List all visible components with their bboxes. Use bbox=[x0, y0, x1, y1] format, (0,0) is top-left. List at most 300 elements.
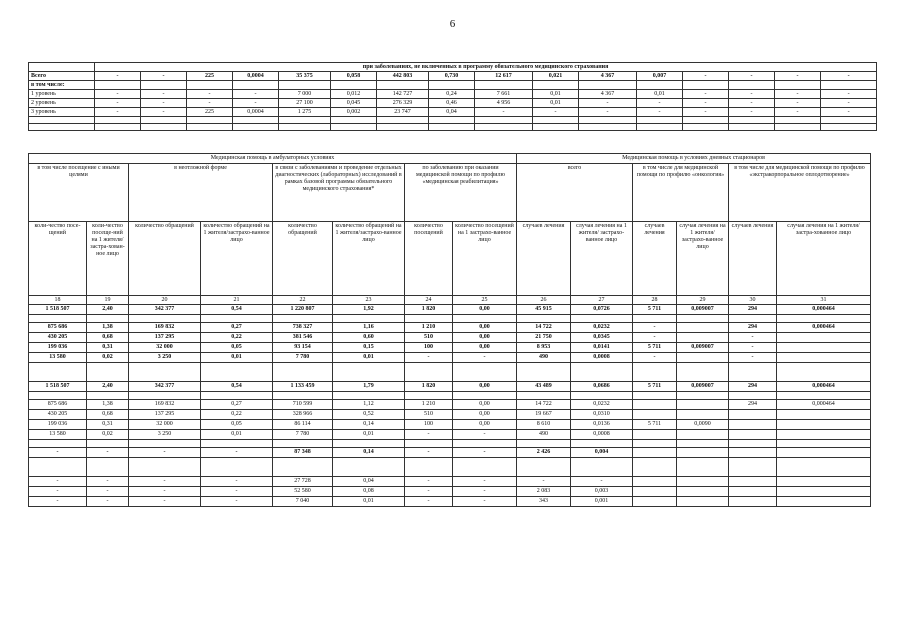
top-table-empty-cell bbox=[233, 117, 279, 124]
top-table-cell: 0,0004 bbox=[233, 108, 279, 117]
empty-cell bbox=[405, 363, 453, 382]
top-table-cell: - bbox=[729, 99, 775, 108]
table-cell: 5 711 bbox=[633, 382, 677, 392]
table-cell: - bbox=[405, 477, 453, 487]
top-table-empty-cell bbox=[187, 124, 233, 131]
ambulatory-care-header: Медицинская помощь в амбулаторных условиях bbox=[29, 154, 517, 164]
table-cell: 0,004 bbox=[571, 448, 633, 458]
top-table-cell: 0,01 bbox=[533, 99, 579, 108]
table-cell bbox=[633, 477, 677, 487]
table-cell: 1 210 bbox=[405, 323, 453, 333]
table-cell: 430 205 bbox=[29, 410, 87, 420]
table-cell: 86 114 bbox=[273, 420, 333, 430]
header-ivf: в том числе для медицинской помощи по профилю «экстракорпоральное оплодотворение» bbox=[729, 164, 871, 222]
table-cell: 0,54 bbox=[201, 305, 273, 315]
table-cell: 0,01 bbox=[333, 353, 405, 363]
top-table-cell: - bbox=[141, 108, 187, 117]
top-table-cell: - bbox=[95, 72, 141, 81]
empty-cell bbox=[201, 315, 273, 323]
table-cell: 0,000464 bbox=[777, 382, 871, 392]
top-table-empty-cell bbox=[729, 124, 775, 131]
header-urgent-form: в неотложной форме bbox=[129, 164, 273, 222]
table-cell: 0,31 bbox=[87, 343, 129, 353]
table-cell: 0,68 bbox=[87, 333, 129, 343]
table-cell: 0,00 bbox=[453, 305, 517, 315]
empty-cell bbox=[453, 392, 517, 400]
empty-cell bbox=[453, 458, 517, 477]
table-cell: 2,40 bbox=[87, 382, 129, 392]
table-cell: 5 711 bbox=[633, 343, 677, 353]
table-cell: 0,0136 bbox=[571, 420, 633, 430]
table-cell: - bbox=[29, 487, 87, 497]
table-cell: 169 832 bbox=[129, 400, 201, 410]
table-cell: 32 000 bbox=[129, 420, 201, 430]
table-cell: 0,01 bbox=[333, 497, 405, 507]
empty-cell bbox=[571, 363, 633, 382]
table-cell bbox=[729, 497, 777, 507]
empty-cell bbox=[677, 315, 729, 323]
top-table-cell: 4 367 bbox=[579, 72, 637, 81]
table-cell: 0,52 bbox=[333, 410, 405, 420]
table-cell: - bbox=[453, 430, 517, 440]
table-cell: 0,0008 bbox=[571, 353, 633, 363]
header-oncology: в том числе для медицинской помощи по профилю «онкология» bbox=[633, 164, 729, 222]
column-number: 23 bbox=[333, 296, 405, 305]
empty-cell bbox=[405, 315, 453, 323]
empty-cell bbox=[677, 440, 729, 448]
top-table-cell: 0,04 bbox=[429, 108, 475, 117]
table-cell: 137 295 bbox=[129, 410, 201, 420]
table-row bbox=[29, 497, 871, 507]
top-table-empty-cell bbox=[821, 124, 877, 131]
table-cell bbox=[677, 410, 729, 420]
table-cell: 7 040 bbox=[273, 497, 333, 507]
table-cell bbox=[633, 487, 677, 497]
top-table-row bbox=[29, 81, 877, 90]
table-cell: - bbox=[517, 477, 571, 487]
table-cell: 45 915 bbox=[517, 305, 571, 315]
table-cell: - bbox=[633, 353, 677, 363]
table-cell: 0,0141 bbox=[571, 343, 633, 353]
table-cell bbox=[633, 400, 677, 410]
top-table-cell: - bbox=[729, 108, 775, 117]
top-table-empty-cell bbox=[475, 117, 533, 124]
table-cell: 1,38 bbox=[87, 323, 129, 333]
empty-cell bbox=[129, 392, 201, 400]
top-table-cell: 442 803 bbox=[377, 72, 429, 81]
table-cell: 0,00 bbox=[453, 323, 517, 333]
top-table-title: при заболеваниях, не включенных в программу обязательного медицинского страхования bbox=[95, 63, 877, 72]
top-table-empty-cell bbox=[29, 117, 95, 124]
table-cell: - bbox=[201, 497, 273, 507]
empty-cell bbox=[29, 363, 87, 382]
table-cell bbox=[777, 410, 871, 420]
table-cell: 343 bbox=[517, 497, 571, 507]
table-cell: 710 599 bbox=[273, 400, 333, 410]
table-cell: - bbox=[453, 448, 517, 458]
top-table-cell bbox=[429, 81, 475, 90]
top-table-cell: 7 000 bbox=[279, 90, 331, 99]
empty-cell bbox=[777, 440, 871, 448]
empty-cell bbox=[29, 315, 87, 323]
empty-cell bbox=[571, 315, 633, 323]
top-table-cell: - bbox=[95, 108, 141, 117]
table-cell: - bbox=[453, 353, 517, 363]
table-cell: - bbox=[129, 487, 201, 497]
table-cell: - bbox=[29, 497, 87, 507]
table-cell: 14 722 bbox=[517, 323, 571, 333]
table-cell: 0,02 bbox=[87, 353, 129, 363]
table-row bbox=[29, 323, 871, 333]
table-cell: 32 000 bbox=[129, 343, 201, 353]
empty-cell bbox=[453, 440, 517, 448]
empty-cell bbox=[333, 363, 405, 382]
table-cell bbox=[677, 487, 729, 497]
top-table-cell: 0,012 bbox=[331, 90, 377, 99]
top-table-cell: 0,058 bbox=[331, 72, 377, 81]
column-number: 29 bbox=[677, 296, 729, 305]
table-cell: 328 966 bbox=[273, 410, 333, 420]
top-table-cell: 0,730 bbox=[429, 72, 475, 81]
empty-cell bbox=[333, 440, 405, 448]
empty-cell bbox=[571, 440, 633, 448]
column-number: 20 bbox=[129, 296, 201, 305]
top-table-cell: - bbox=[95, 90, 141, 99]
table-cell: 2,40 bbox=[87, 305, 129, 315]
top-table-empty-cell bbox=[141, 124, 187, 131]
top-table-empty-cell bbox=[475, 124, 533, 131]
table-cell: 0,31 bbox=[87, 420, 129, 430]
top-table-row-label: 1 уровень bbox=[29, 90, 95, 99]
empty-cell bbox=[777, 392, 871, 400]
table-row bbox=[29, 305, 871, 315]
empty-cell bbox=[571, 392, 633, 400]
top-table-cell: - bbox=[233, 99, 279, 108]
top-table-empty-cell bbox=[29, 124, 95, 131]
table-cell bbox=[777, 343, 871, 353]
column-number: 31 bbox=[777, 296, 871, 305]
table-cell: - bbox=[729, 333, 777, 343]
column-header: случая лечения на 1 жителя/ застрахо-ванное лицо bbox=[571, 222, 633, 296]
table-cell bbox=[729, 430, 777, 440]
table-cell: 0,000464 bbox=[777, 400, 871, 410]
empty-cell bbox=[333, 315, 405, 323]
top-table-cell: 0,045 bbox=[331, 99, 377, 108]
top-table-cell: - bbox=[683, 72, 729, 81]
table-cell: 0,01 bbox=[201, 353, 273, 363]
table-cell: 0,00 bbox=[453, 333, 517, 343]
column-header: коли-чество посеще-ний на 1 жителя/застра-хован-ное лицо bbox=[87, 222, 129, 296]
table-cell bbox=[633, 410, 677, 420]
top-table-cell: - bbox=[821, 90, 877, 99]
table-cell: 43 489 bbox=[517, 382, 571, 392]
table-cell: 137 295 bbox=[129, 333, 201, 343]
empty-cell bbox=[29, 458, 87, 477]
empty-cell bbox=[517, 363, 571, 382]
table-cell bbox=[777, 497, 871, 507]
table-cell: 0,0232 bbox=[571, 323, 633, 333]
table-cell: 2 083 bbox=[517, 487, 571, 497]
column-number: 21 bbox=[201, 296, 273, 305]
column-header: количество обращений на 1 жителя/застрахо-ванное лицо bbox=[201, 222, 273, 296]
column-number: 26 bbox=[517, 296, 571, 305]
top-table-row bbox=[29, 72, 877, 81]
table-cell: 1,92 bbox=[333, 305, 405, 315]
top-table-empty-cell bbox=[377, 124, 429, 131]
table-cell: 0,22 bbox=[201, 410, 273, 420]
empty-cell bbox=[129, 440, 201, 448]
empty-cell bbox=[201, 363, 273, 382]
table-cell bbox=[729, 448, 777, 458]
empty-cell bbox=[729, 392, 777, 400]
table-cell bbox=[633, 430, 677, 440]
empty-cell bbox=[405, 392, 453, 400]
column-header: случая лечения на 1 жителя/застра-хованное лицо bbox=[777, 222, 871, 296]
table-cell: 342 377 bbox=[129, 305, 201, 315]
table-cell: - bbox=[633, 323, 677, 333]
empty-cell bbox=[729, 315, 777, 323]
empty-cell bbox=[453, 315, 517, 323]
column-number: 19 bbox=[87, 296, 129, 305]
table-cell: - bbox=[129, 497, 201, 507]
table-cell: 3 250 bbox=[129, 353, 201, 363]
top-table-cell: - bbox=[683, 99, 729, 108]
empty-cell bbox=[405, 458, 453, 477]
table-row bbox=[29, 410, 871, 420]
top-table-row bbox=[29, 108, 877, 117]
table-cell bbox=[777, 448, 871, 458]
table-cell: 0,00 bbox=[453, 420, 517, 430]
table-cell: 0,0686 bbox=[571, 382, 633, 392]
table-cell: - bbox=[405, 430, 453, 440]
top-table-empty-cell bbox=[579, 117, 637, 124]
table-cell: 1 820 bbox=[405, 382, 453, 392]
table-cell: 0,22 bbox=[201, 333, 273, 343]
empty-cell bbox=[729, 458, 777, 477]
empty-cell bbox=[273, 363, 333, 382]
top-table-cell: 12 617 bbox=[475, 72, 533, 81]
top-table-cell: - bbox=[233, 90, 279, 99]
top-table-cell: - bbox=[729, 90, 775, 99]
day-hospital-care-header: Медицинская помощь в условиях дневных стационаров bbox=[517, 154, 871, 164]
empty-cell bbox=[87, 363, 129, 382]
empty-cell bbox=[129, 363, 201, 382]
top-table-empty-cell bbox=[279, 124, 331, 131]
top-table-corner bbox=[29, 63, 95, 72]
top-table-row bbox=[29, 90, 877, 99]
table-row bbox=[29, 353, 871, 363]
top-table-row bbox=[29, 99, 877, 108]
top-table-cell: 0,46 bbox=[429, 99, 475, 108]
empty-cell bbox=[633, 363, 677, 382]
table-cell: 0,04 bbox=[333, 477, 405, 487]
top-table-empty-cell bbox=[533, 117, 579, 124]
empty-cell bbox=[201, 392, 273, 400]
top-table-cell bbox=[187, 81, 233, 90]
table-cell: 199 036 bbox=[29, 343, 87, 353]
table-cell: 7 780 bbox=[273, 353, 333, 363]
table-cell bbox=[677, 323, 729, 333]
table-cell: 5 711 bbox=[633, 420, 677, 430]
table-cell: 0,01 bbox=[201, 430, 273, 440]
top-table-empty-cell bbox=[95, 124, 141, 131]
top-table-cell: - bbox=[775, 72, 821, 81]
column-number: 28 bbox=[633, 296, 677, 305]
excluded-diseases-table bbox=[28, 62, 877, 131]
empty-cell bbox=[87, 315, 129, 323]
column-header: количество обращений bbox=[129, 222, 201, 296]
table-row bbox=[29, 400, 871, 410]
table-cell: - bbox=[405, 353, 453, 363]
empty-cell bbox=[129, 458, 201, 477]
top-table-cell: 1 275 bbox=[279, 108, 331, 117]
table-cell: 0,27 bbox=[201, 323, 273, 333]
top-table-empty-cell bbox=[579, 124, 637, 131]
table-cell: 510 bbox=[405, 333, 453, 343]
top-table-cell: 142 727 bbox=[377, 90, 429, 99]
table-cell: 0,54 bbox=[201, 382, 273, 392]
top-table-cell: - bbox=[729, 72, 775, 81]
empty-cell bbox=[273, 315, 333, 323]
top-table-cell: 276 329 bbox=[377, 99, 429, 108]
table-cell bbox=[729, 410, 777, 420]
top-table-cell: - bbox=[533, 108, 579, 117]
column-number: 25 bbox=[453, 296, 517, 305]
top-table-empty-cell bbox=[331, 117, 377, 124]
top-table-cell bbox=[141, 81, 187, 90]
column-header: количество обращений на 1 жителя/застрахо-ванное лицо bbox=[333, 222, 405, 296]
table-cell bbox=[677, 430, 729, 440]
table-cell: 0,000464 bbox=[777, 305, 871, 315]
table-cell: 0,0726 bbox=[571, 305, 633, 315]
top-table-empty-cell bbox=[377, 117, 429, 124]
table-cell bbox=[777, 487, 871, 497]
top-table-cell bbox=[377, 81, 429, 90]
top-table-cell: - bbox=[821, 99, 877, 108]
top-table-cell bbox=[233, 81, 279, 90]
top-table-cell: - bbox=[475, 108, 533, 117]
medical-care-volume-table bbox=[28, 153, 871, 507]
table-cell: - bbox=[405, 448, 453, 458]
table-row bbox=[29, 343, 871, 353]
header-other-purpose-visits: в том числе посещение с иными целями bbox=[29, 164, 129, 222]
empty-cell bbox=[87, 458, 129, 477]
table-cell: 5 711 bbox=[633, 305, 677, 315]
empty-cell bbox=[777, 315, 871, 323]
top-table-cell bbox=[331, 81, 377, 90]
table-cell: 19 667 bbox=[517, 410, 571, 420]
table-cell: 100 bbox=[405, 343, 453, 353]
table-cell: 27 728 bbox=[273, 477, 333, 487]
empty-cell bbox=[633, 440, 677, 448]
top-table-empty-cell bbox=[683, 124, 729, 131]
top-table-empty-cell bbox=[331, 124, 377, 131]
table-row bbox=[29, 382, 871, 392]
top-table-cell bbox=[475, 81, 533, 90]
top-table-cell: 0,007 bbox=[637, 72, 683, 81]
table-cell: 1,16 bbox=[333, 323, 405, 333]
table-cell: 0,009007 bbox=[677, 382, 729, 392]
table-cell: 13 580 bbox=[29, 353, 87, 363]
top-table-empty-cell bbox=[429, 124, 475, 131]
table-cell: 0,009007 bbox=[677, 343, 729, 353]
table-cell: 381 546 bbox=[273, 333, 333, 343]
top-table-cell bbox=[533, 81, 579, 90]
empty-cell bbox=[29, 440, 87, 448]
top-table-cell: 23 747 bbox=[377, 108, 429, 117]
table-row bbox=[29, 333, 871, 343]
table-cell: 430 205 bbox=[29, 333, 87, 343]
top-table-row-label: 3 уровень bbox=[29, 108, 95, 117]
top-table-cell: - bbox=[821, 108, 877, 117]
table-cell: 8 610 bbox=[517, 420, 571, 430]
table-cell: 0,08 bbox=[333, 487, 405, 497]
header-disease-diagnostics: в связи с заболеваниями и проведение отдельных диагностических (лабораторных) исследований в рамках базовой программы обязательного медицинского страхования* bbox=[273, 164, 405, 222]
top-table-empty-cell bbox=[729, 117, 775, 124]
empty-cell bbox=[777, 458, 871, 477]
column-header: случаев лечения bbox=[729, 222, 777, 296]
empty-cell bbox=[677, 392, 729, 400]
empty-cell bbox=[517, 392, 571, 400]
table-cell bbox=[777, 430, 871, 440]
top-table-cell: 7 661 bbox=[475, 90, 533, 99]
top-table-empty-cell bbox=[141, 117, 187, 124]
table-cell: 738 327 bbox=[273, 323, 333, 333]
table-cell bbox=[633, 497, 677, 507]
empty-cell bbox=[129, 315, 201, 323]
table-cell: 0,00 bbox=[453, 382, 517, 392]
table-cell bbox=[633, 448, 677, 458]
table-cell: 0,05 bbox=[201, 343, 273, 353]
top-table-cell: 4 367 bbox=[579, 90, 637, 99]
top-table-cell: - bbox=[775, 108, 821, 117]
spacer-row bbox=[29, 458, 871, 477]
column-header: случаев лечения bbox=[633, 222, 677, 296]
top-table-cell: - bbox=[141, 99, 187, 108]
table-cell bbox=[729, 420, 777, 430]
table-cell: - bbox=[87, 477, 129, 487]
table-cell: 1 133 459 bbox=[273, 382, 333, 392]
empty-cell bbox=[333, 392, 405, 400]
empty-cell bbox=[571, 458, 633, 477]
table-cell: 875 686 bbox=[29, 400, 87, 410]
empty-cell bbox=[633, 315, 677, 323]
top-table-cell: - bbox=[141, 90, 187, 99]
table-cell: 13 580 bbox=[29, 430, 87, 440]
table-row bbox=[29, 487, 871, 497]
top-table-empty-cell bbox=[233, 124, 279, 131]
top-table-cell: - bbox=[683, 108, 729, 117]
table-cell: 0,68 bbox=[87, 410, 129, 420]
column-header: коли-чество посе-щений bbox=[29, 222, 87, 296]
table-cell: - bbox=[571, 477, 633, 487]
table-row bbox=[29, 420, 871, 430]
table-cell: 0,00 bbox=[453, 343, 517, 353]
top-table-cell: 4 956 bbox=[475, 99, 533, 108]
empty-cell bbox=[87, 392, 129, 400]
top-table-cell: - bbox=[187, 99, 233, 108]
table-cell: - bbox=[87, 497, 129, 507]
empty-cell bbox=[677, 458, 729, 477]
top-table-cell: 35 375 bbox=[279, 72, 331, 81]
table-cell: - bbox=[729, 343, 777, 353]
top-table-cell: - bbox=[775, 90, 821, 99]
top-table-cell: 27 100 bbox=[279, 99, 331, 108]
table-row bbox=[29, 477, 871, 487]
table-cell bbox=[677, 400, 729, 410]
column-number: 22 bbox=[273, 296, 333, 305]
empty-cell bbox=[273, 392, 333, 400]
